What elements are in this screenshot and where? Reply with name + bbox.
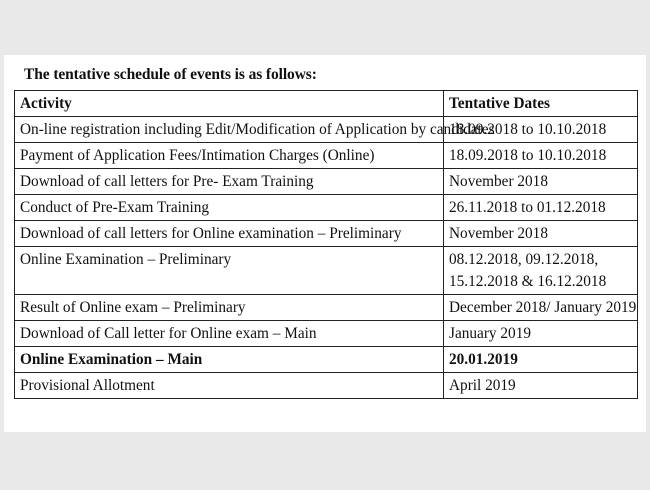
dates-cell: 18.09.2018 to 10.10.2018: [444, 143, 638, 169]
table-row: [15, 169, 638, 195]
dates-cell: November 2018: [444, 221, 638, 247]
activity-cell: Online Examination – Main: [15, 347, 444, 373]
table-row: [15, 221, 638, 247]
dates-cell: November 2018: [444, 169, 638, 195]
table-row: [15, 295, 638, 321]
table-row: [15, 117, 638, 143]
table-row: [15, 247, 638, 295]
schedule-table: [14, 90, 638, 399]
activity-cell: Conduct of Pre-Exam Training: [15, 195, 444, 221]
dates-cell: December 2018/ January 2019: [444, 295, 638, 321]
activity-cell: Result of Online exam – Preliminary: [15, 295, 444, 321]
dates-cell: 18.09.2018 to 10.10.2018: [444, 117, 638, 143]
dates-line: 08.12.2018, 09.12.2018,: [449, 251, 599, 268]
dates-cell: [444, 247, 638, 295]
dates-cell: April 2019: [444, 373, 638, 399]
activity-cell: Payment of Application Fees/Intimation Charges (Online): [15, 143, 444, 169]
table-row: [15, 195, 638, 221]
dates-cell: January 2019: [444, 321, 638, 347]
column-header-tentative-dates: Tentative Dates: [444, 91, 638, 117]
dates-line: 15.12.2018 & 16.12.2018: [449, 273, 607, 290]
activity-cell: Download of call letters for Online examination – Preliminary: [15, 221, 444, 247]
schedule-heading: The tentative schedule of events is as follows:: [24, 66, 317, 83]
activity-cell: Online Examination – Preliminary: [15, 247, 444, 295]
table-row: [15, 143, 638, 169]
document-card: [4, 55, 646, 432]
table-row: [15, 373, 638, 399]
table-row: [15, 347, 638, 373]
dates-cell: 20.01.2019: [444, 347, 638, 373]
column-header-activity: Activity: [15, 91, 444, 117]
activity-cell: Download of Call letter for Online exam – Main: [15, 321, 444, 347]
activity-cell: Provisional Allotment: [15, 373, 444, 399]
activity-cell: Download of call letters for Pre- Exam Training: [15, 169, 444, 195]
dates-cell: 26.11.2018 to 01.12.2018: [444, 195, 638, 221]
activity-cell: On-line registration including Edit/Modification of Application by candidates: [15, 117, 444, 143]
table-header-row: [15, 91, 638, 117]
table-row: [15, 321, 638, 347]
